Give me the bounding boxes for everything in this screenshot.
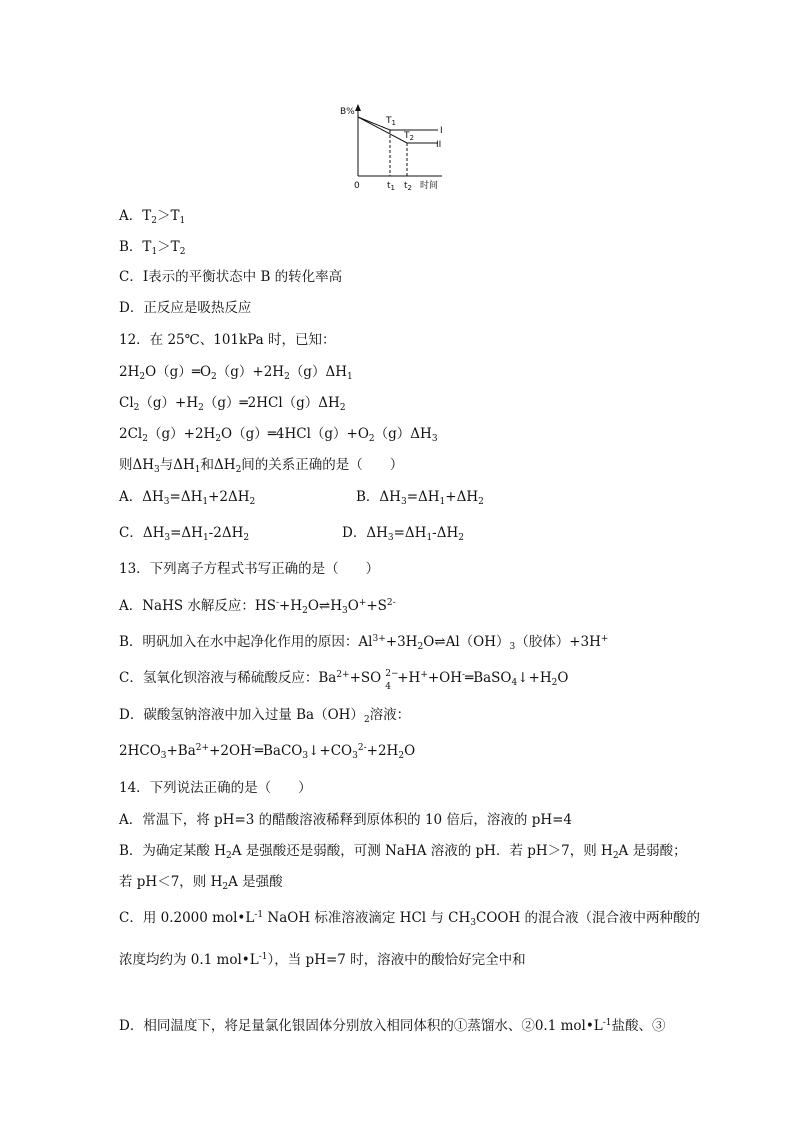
q12-eq2: $Cl_2(g)+H_2(g)═2HCl(g)\Delta H_2$ xyxy=(119,395,346,413)
time-tick-t1: $t_1$ xyxy=(387,181,395,192)
q11-option-c: C．Ⅰ表示的平衡状态中 B 的转化率高 xyxy=(119,269,343,285)
y-axis-arrow xyxy=(355,104,361,111)
origin-label: 0 xyxy=(354,181,360,191)
q13-stem: 13．下列离子方程式书写正确的是（ ） xyxy=(119,561,380,577)
q11-option-b: B．$T_1>T_2$ xyxy=(119,239,186,257)
q13-option-c: C．氢氧化钡溶液与稀硫酸反应：$Ba^{2+}+SO$ 2− 4 $+H^++OH^-═BaSO_4↓+H_2O$ xyxy=(119,668,569,692)
q12-option-c: C．$\Delta H_3=\Delta H_1-2\Delta H_2$ xyxy=(119,525,250,543)
curve-label-t2: $T_2$ xyxy=(404,131,414,142)
q12-option-a: A．$\Delta H_3=\Delta H_1+2\Delta H_2$ xyxy=(119,489,256,507)
q14-option-a: A．常温下，将 pH=3 的醋酸溶液稀释到原体积的 10 倍后，溶液的 pH=4 xyxy=(119,812,573,828)
time-tick-t2: $t_2$ xyxy=(404,181,412,192)
q14-option-c-line2: 浓度均约为 0.1 $mol•L^{-1}$），当 pH=7 时，溶液中的酸恰好完全中和 xyxy=(119,952,526,968)
q12-option-d: D．$\Delta H_3=\Delta H_1-\Delta H_2$ xyxy=(342,525,464,543)
q14-option-d: D．相同温度下，将足量氯化银固体分别放入相同体积的①蒸馏水、②0.1 $mol•L^{-1}$盐酸、③ xyxy=(119,1018,666,1034)
x-label: 时间 xyxy=(420,181,439,191)
q12-eq1: $2H_2O(g)═O_2(g)+2H_2(g)\Delta H_1$ xyxy=(119,364,353,382)
q11-option-d: D．正反应是吸热反应 xyxy=(119,300,252,316)
q14-option-b-line1: B．为确定某酸 $H_2A$ 是强酸还是弱酸，可测 NaHA 溶液的 pH．若 pH＞7，则 $H_2A$ 是弱酸； xyxy=(119,843,687,861)
q12-eq3: $2Cl_2(g)+2H_2O(g)═4HCl(g)+O_2(g)\Delta H_3$ xyxy=(119,426,438,444)
q12-stem: 12．在 25℃、101kPa 时，已知： xyxy=(119,332,336,348)
equilibrium-graph xyxy=(330,100,450,195)
q14-stem: 14．下列说法正确的是（ ） xyxy=(119,780,312,796)
q11-option-a: A．$T_2>T_1$ xyxy=(119,208,186,226)
curve-label-t1: $T_1$ xyxy=(386,116,396,127)
q14-option-c-line1: C．用 0.2000 $mol•L^{-1}$ NaOH 标准溶液滴定 HCl 与 $CH_3COOH$ 的混合液（混合液中两种酸的 xyxy=(119,910,701,928)
q12-question: 则$\Delta H_3$与$\Delta H_1$和$\Delta H_2$间的关系正确的是（ ） xyxy=(119,457,404,475)
y-label: B% xyxy=(340,107,355,117)
q12-option-b: B．$\Delta H_3=\Delta H_1+\Delta H_2$ xyxy=(356,489,484,507)
line-label-II: II xyxy=(436,140,442,150)
q14-option-b-line2: 若 pH＜7，则 $H_2A$ 是强酸 xyxy=(119,874,283,892)
q13-option-d-equation: $2HCO_3+Ba^{2+}+2OH^-═BaCO_3↓+CO_3^{2-}+2H_2O$ xyxy=(119,743,416,761)
q13-option-b: B．明矾加入在水中起净化作用的原因：$Al^{3+}+3H_2O\rightleftharpoons Al(OH)_3$（胶体）+3H+ xyxy=(119,634,609,652)
q13-option-d: D．碳酸氢钠溶液中加入过量 $Ba(OH)_2$溶液： xyxy=(119,707,411,725)
line-label-I: I xyxy=(440,126,443,136)
sulfate-charge-fraction: 2− 4 xyxy=(385,668,399,692)
q13-option-a: A．NaHS 水解反应：$HS^-+H_2O\rightleftharpoons H_3O^++S^{2-}$ xyxy=(119,598,396,616)
